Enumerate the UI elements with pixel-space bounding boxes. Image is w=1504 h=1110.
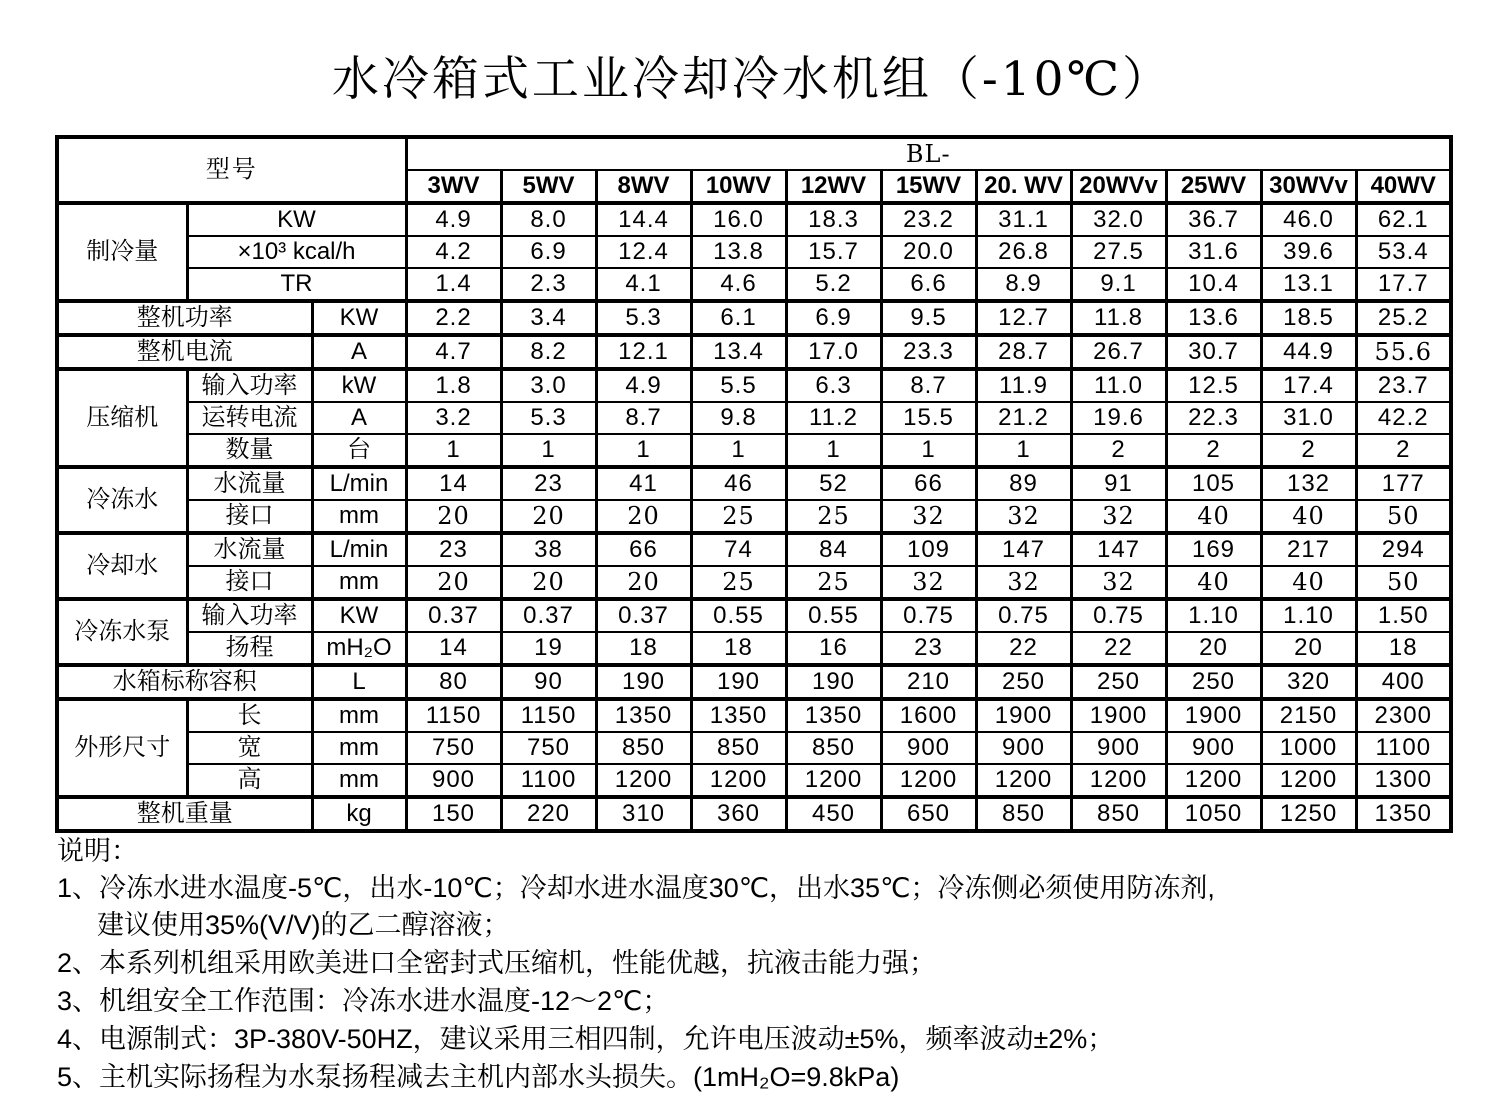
value-cell: 177 [1356,467,1451,500]
value-cell: 1200 [1166,764,1261,797]
value-cell: 310 [596,797,691,831]
value-cell: 31.0 [1261,402,1356,434]
unit-comp-qty: 台 [312,434,406,467]
unit-pump-lift: mH₂O [312,632,406,665]
value-cell: 32 [881,566,976,599]
value-cell: 91 [1071,467,1166,500]
value-cell: 36.7 [1166,203,1261,236]
value-cell: 0.55 [691,599,786,632]
value-cell: 38 [501,533,596,566]
group-label-cooling-capacity: 制冷量 [57,203,187,301]
value-cell: 190 [691,665,786,699]
value-cell: 25 [786,566,881,599]
value-cell: 1350 [691,699,786,732]
table-row-cap-kcal [57,236,1451,268]
row-label-cow-flow: 水流量 [187,533,312,566]
note-5: 5、主机实际扬程为水泵扬程减去主机内部水头损失。(1mH₂O=9.8kPa) [57,1062,900,1092]
value-cell: 17.7 [1356,268,1451,301]
table-row-chw-flow [57,467,1451,500]
value-cell: 23 [881,632,976,665]
value-cell: 5.5 [691,369,786,402]
value-cell: 0.75 [1071,599,1166,632]
value-cell: 1900 [1071,699,1166,732]
value-cell: 4.1 [596,268,691,301]
value-cell: 28.7 [976,335,1071,369]
value-cell: 1200 [976,764,1071,797]
value-cell: 1350 [786,699,881,732]
value-cell: 4.9 [596,369,691,402]
value-cell: 2.2 [406,301,501,335]
value-cell: 20 [406,500,501,533]
value-cell: 15.7 [786,236,881,268]
value-cell: 31.1 [976,203,1071,236]
value-cell: 18.5 [1261,301,1356,335]
model-header-cell: 3WV [406,170,501,203]
value-cell: 18 [1356,632,1451,665]
unit-dim-length: mm [312,699,406,732]
unit-total-power: KW [312,301,406,335]
value-cell: 21.2 [976,402,1071,434]
value-cell: 3.4 [501,301,596,335]
value-cell: 66 [881,467,976,500]
value-cell: 39.6 [1261,236,1356,268]
note-2: 2、本系列机组采用欧美进口全密封式压缩机，性能优越，抗液击能力强； [57,948,937,978]
value-cell: 26.7 [1071,335,1166,369]
spec-table [55,135,1453,833]
value-cell: 40 [1261,566,1356,599]
value-cell: 1 [786,434,881,467]
value-cell: 25.2 [1356,301,1451,335]
value-cell: 850 [976,797,1071,831]
table-row-total-weight [57,797,1451,831]
value-cell: 0.75 [976,599,1071,632]
row-label-dim-length: 长 [187,699,312,732]
table-row-cap-tr [57,268,1451,301]
value-cell: 132 [1261,467,1356,500]
table-row-dim-width [57,732,1451,764]
value-cell: 190 [786,665,881,699]
value-cell: 23.2 [881,203,976,236]
value-cell: 50 [1356,500,1451,533]
row-label-total-current: 整机电流 [57,335,312,369]
value-cell: 55.6 [1356,335,1451,369]
row-label-tank-volume: 水箱标称容积 [57,665,312,699]
value-cell: 14 [406,467,501,500]
group-label-cooling-water: 冷却水 [57,533,187,599]
value-cell: 294 [1356,533,1451,566]
unit-chw-port: mm [312,500,406,533]
unit-tank-volume: L [312,665,406,699]
value-cell: 19 [501,632,596,665]
value-cell: 2 [1071,434,1166,467]
value-cell: 25 [691,566,786,599]
value-cell: 20 [1261,632,1356,665]
value-cell: 11.0 [1071,369,1166,402]
value-cell: 32 [881,500,976,533]
value-cell: 10.4 [1166,268,1261,301]
value-cell: 53.4 [1356,236,1451,268]
notes-section [57,833,1215,1096]
value-cell: 22 [1071,632,1166,665]
value-cell: 1350 [1356,797,1451,831]
value-cell: 40 [1166,566,1261,599]
value-cell: 25 [691,500,786,533]
value-cell: 32.0 [1071,203,1166,236]
value-cell: 14.4 [596,203,691,236]
value-cell: 5.2 [786,268,881,301]
value-cell: 1.4 [406,268,501,301]
value-cell: 0.55 [786,599,881,632]
value-cell: 8.7 [596,402,691,434]
value-cell: 750 [406,732,501,764]
value-cell: 147 [1071,533,1166,566]
value-cell: 15.5 [881,402,976,434]
value-cell: 1 [596,434,691,467]
value-cell: 1000 [1261,732,1356,764]
value-cell: 1200 [596,764,691,797]
value-cell: 900 [881,732,976,764]
value-cell: 1 [976,434,1071,467]
value-cell: 360 [691,797,786,831]
value-cell: 1.50 [1356,599,1451,632]
value-cell: 46 [691,467,786,500]
value-cell: 20 [501,566,596,599]
value-cell: 17.0 [786,335,881,369]
value-cell: 1050 [1166,797,1261,831]
value-cell: 20 [501,500,596,533]
value-cell: 250 [1166,665,1261,699]
value-cell: 1 [881,434,976,467]
value-cell: 105 [1166,467,1261,500]
value-cell: 1200 [1261,764,1356,797]
value-cell: 1 [691,434,786,467]
value-cell: 32 [1071,500,1166,533]
value-cell: 1 [501,434,596,467]
value-cell: 6.6 [881,268,976,301]
value-cell: 3.0 [501,369,596,402]
value-cell: 1100 [501,764,596,797]
value-cell: 84 [786,533,881,566]
value-cell: 12.5 [1166,369,1261,402]
value-cell: 2 [1166,434,1261,467]
value-cell: 1200 [786,764,881,797]
value-cell: 25 [786,500,881,533]
unit-pump-power: KW [312,599,406,632]
unit-comp-current: A [312,402,406,434]
value-cell: 0.37 [406,599,501,632]
row-label-chw-port: 接口 [187,500,312,533]
row-label-chw-flow: 水流量 [187,467,312,500]
value-cell: 19.6 [1071,402,1166,434]
table-row-cow-port [57,566,1451,599]
group-label-dimensions: 外形尺寸 [57,699,187,797]
model-header-cell: 12WV [786,170,881,203]
value-cell: 1.10 [1261,599,1356,632]
value-cell: 1200 [881,764,976,797]
value-cell: 16.0 [691,203,786,236]
table-row-dim-length [57,699,1451,732]
row-label-total-power: 整机功率 [57,301,312,335]
note-3: 3、机组安全工作范围：冷冻水进水温度-12～2℃； [57,986,670,1016]
table-row-dim-height [57,764,1451,797]
unit-total-current: A [312,335,406,369]
value-cell: 9.1 [1071,268,1166,301]
value-cell: 11.8 [1071,301,1166,335]
table-row-comp-qty [57,434,1451,467]
table-row-total-current [57,335,1451,369]
value-cell: 150 [406,797,501,831]
value-cell: 220 [501,797,596,831]
value-cell: 900 [976,732,1071,764]
value-cell: 850 [786,732,881,764]
value-cell: 23 [501,467,596,500]
value-cell: 250 [976,665,1071,699]
value-cell: 1.8 [406,369,501,402]
value-cell: 4.7 [406,335,501,369]
value-cell: 5.3 [596,301,691,335]
value-cell: 6.3 [786,369,881,402]
unit-cow-port: mm [312,566,406,599]
row-label-dim-height: 高 [187,764,312,797]
value-cell: 20 [1166,632,1261,665]
value-cell: 46.0 [1261,203,1356,236]
model-header-cell: 25WV [1166,170,1261,203]
value-cell: 32 [976,500,1071,533]
value-cell: 850 [691,732,786,764]
value-cell: 6.9 [786,301,881,335]
value-cell: 1900 [1166,699,1261,732]
table-row-pump-lift [57,632,1451,665]
value-cell: 66 [596,533,691,566]
value-cell: 190 [596,665,691,699]
value-cell: 4.9 [406,203,501,236]
value-cell: 3.2 [406,402,501,434]
value-cell: 2300 [1356,699,1451,732]
value-cell: 12.7 [976,301,1071,335]
note-1: 1、冷冻水进水温度-5℃，出水-10℃；冷却水进水温度30℃，出水35℃；冷冻侧必须使用防冻剂, [57,873,1215,903]
value-cell: 850 [596,732,691,764]
unit-dim-height: mm [312,764,406,797]
value-cell: 8.7 [881,369,976,402]
value-cell: 109 [881,533,976,566]
model-header-cell: 5WV [501,170,596,203]
row-label-comp-current: 运转电流 [187,402,312,434]
table-row-total-power [57,301,1451,335]
row-label-comp-power: 输入功率 [187,369,312,402]
value-cell: 18 [596,632,691,665]
unit-cow-flow: L/min [312,533,406,566]
value-cell: 1200 [691,764,786,797]
value-cell: 13.1 [1261,268,1356,301]
model-header-cell: 8WV [596,170,691,203]
value-cell: 750 [501,732,596,764]
value-cell: 13.8 [691,236,786,268]
value-cell: 40 [1261,500,1356,533]
value-cell: 2 [1356,434,1451,467]
value-cell: 40 [1166,500,1261,533]
value-cell: 210 [881,665,976,699]
row-label-cap-tr: TR [187,268,406,301]
value-cell: 320 [1261,665,1356,699]
model-header-cell: 15WV [881,170,976,203]
unit-total-weight: kg [312,797,406,831]
value-cell: 80 [406,665,501,699]
value-cell: 27.5 [1071,236,1166,268]
value-cell: 900 [1071,732,1166,764]
value-cell: 11.2 [786,402,881,434]
row-label-cap-kcal: ×10³ kcal/h [187,236,406,268]
value-cell: 89 [976,467,1071,500]
value-cell: 1250 [1261,797,1356,831]
value-cell: 31.6 [1166,236,1261,268]
table-row-tank-volume [57,665,1451,699]
model-header-cell: 20WVv [1071,170,1166,203]
notes-heading: 说明： [57,836,138,866]
value-cell: 1150 [501,699,596,732]
value-cell: 5.3 [501,402,596,434]
value-cell: 1.10 [1166,599,1261,632]
value-cell: 62.1 [1356,203,1451,236]
value-cell: 900 [1166,732,1261,764]
value-cell: 9.8 [691,402,786,434]
row-label-pump-power: 输入功率 [187,599,312,632]
value-cell: 32 [1071,566,1166,599]
value-cell: 1 [406,434,501,467]
value-cell: 1200 [1071,764,1166,797]
value-cell: 0.37 [501,599,596,632]
value-cell: 1150 [406,699,501,732]
table-header-row [57,137,1451,170]
value-cell: 147 [976,533,1071,566]
row-label-pump-lift: 扬程 [187,632,312,665]
value-cell: 42.2 [1356,402,1451,434]
row-label-dim-width: 宽 [187,732,312,764]
value-cell: 400 [1356,665,1451,699]
value-cell: 217 [1261,533,1356,566]
value-cell: 26.8 [976,236,1071,268]
value-cell: 16 [786,632,881,665]
unit-dim-width: mm [312,732,406,764]
value-cell: 14 [406,632,501,665]
value-cell: 1600 [881,699,976,732]
value-cell: 1350 [596,699,691,732]
value-cell: 0.75 [881,599,976,632]
unit-chw-flow: L/min [312,467,406,500]
table-row-pump-power [57,599,1451,632]
value-cell: 23 [406,533,501,566]
value-cell: 52 [786,467,881,500]
model-header-cell: 10WV [691,170,786,203]
model-header-cell: 40WV [1356,170,1451,203]
value-cell: 169 [1166,533,1261,566]
value-cell: 1100 [1356,732,1451,764]
group-label-chilled-pump: 冷冻水泵 [57,599,187,665]
value-cell: 90 [501,665,596,699]
value-cell: 8.9 [976,268,1071,301]
value-cell: 4.2 [406,236,501,268]
value-cell: 23.3 [881,335,976,369]
value-cell: 32 [976,566,1071,599]
model-header-cell: 20. WV [976,170,1071,203]
value-cell: 50 [1356,566,1451,599]
value-cell: 44.9 [1261,335,1356,369]
value-cell: 6.1 [691,301,786,335]
corner-model-label: 型号 [57,137,406,203]
note-4: 4、电源制式：3P-380V-50HZ，建议采用三相四制，允许电压波动±5%，频率波动±2%； [57,1024,1115,1054]
group-label-chilled-water: 冷冻水 [57,467,187,533]
value-cell: 12.4 [596,236,691,268]
value-cell: 2150 [1261,699,1356,732]
value-cell: 2 [1261,434,1356,467]
row-label-total-weight: 整机重量 [57,797,312,831]
value-cell: 650 [881,797,976,831]
table-row-comp-power [57,369,1451,402]
value-cell: 22.3 [1166,402,1261,434]
value-cell: 11.9 [976,369,1071,402]
table-row-cow-flow [57,533,1451,566]
value-cell: 22 [976,632,1071,665]
value-cell: 2.3 [501,268,596,301]
value-cell: 20 [596,500,691,533]
table-row-comp-current [57,402,1451,434]
row-label-comp-qty: 数量 [187,434,312,467]
value-cell: 18 [691,632,786,665]
series-label-cell: BL- [406,137,1451,170]
note-1-continued: 建议使用35%(V/V)的乙二醇溶液； [97,910,510,940]
value-cell: 13.6 [1166,301,1261,335]
value-cell: 41 [596,467,691,500]
value-cell: 74 [691,533,786,566]
value-cell: 8.2 [501,335,596,369]
value-cell: 900 [406,764,501,797]
value-cell: 8.0 [501,203,596,236]
value-cell: 6.9 [501,236,596,268]
unit-comp-power: kW [312,369,406,402]
value-cell: 850 [1071,797,1166,831]
value-cell: 12.1 [596,335,691,369]
model-header-cell: 30WVv [1261,170,1356,203]
table-row-cap-kw [57,203,1451,236]
value-cell: 250 [1071,665,1166,699]
value-cell: 4.6 [691,268,786,301]
value-cell: 18.3 [786,203,881,236]
table-row-chw-port [57,500,1451,533]
value-cell: 23.7 [1356,369,1451,402]
value-cell: 13.4 [691,335,786,369]
value-cell: 30.7 [1166,335,1261,369]
value-cell: 1900 [976,699,1071,732]
value-cell: 17.4 [1261,369,1356,402]
row-label-cow-port: 接口 [187,566,312,599]
value-cell: 0.37 [596,599,691,632]
value-cell: 20 [596,566,691,599]
value-cell: 450 [786,797,881,831]
value-cell: 1300 [1356,764,1451,797]
group-label-compressor: 压缩机 [57,369,187,467]
value-cell: 20.0 [881,236,976,268]
page-title: 水冷箱式工业冷却冷水机组（-10℃） [331,52,1173,107]
value-cell: 9.5 [881,301,976,335]
row-label-cap-kw: KW [187,203,406,236]
value-cell: 20 [406,566,501,599]
